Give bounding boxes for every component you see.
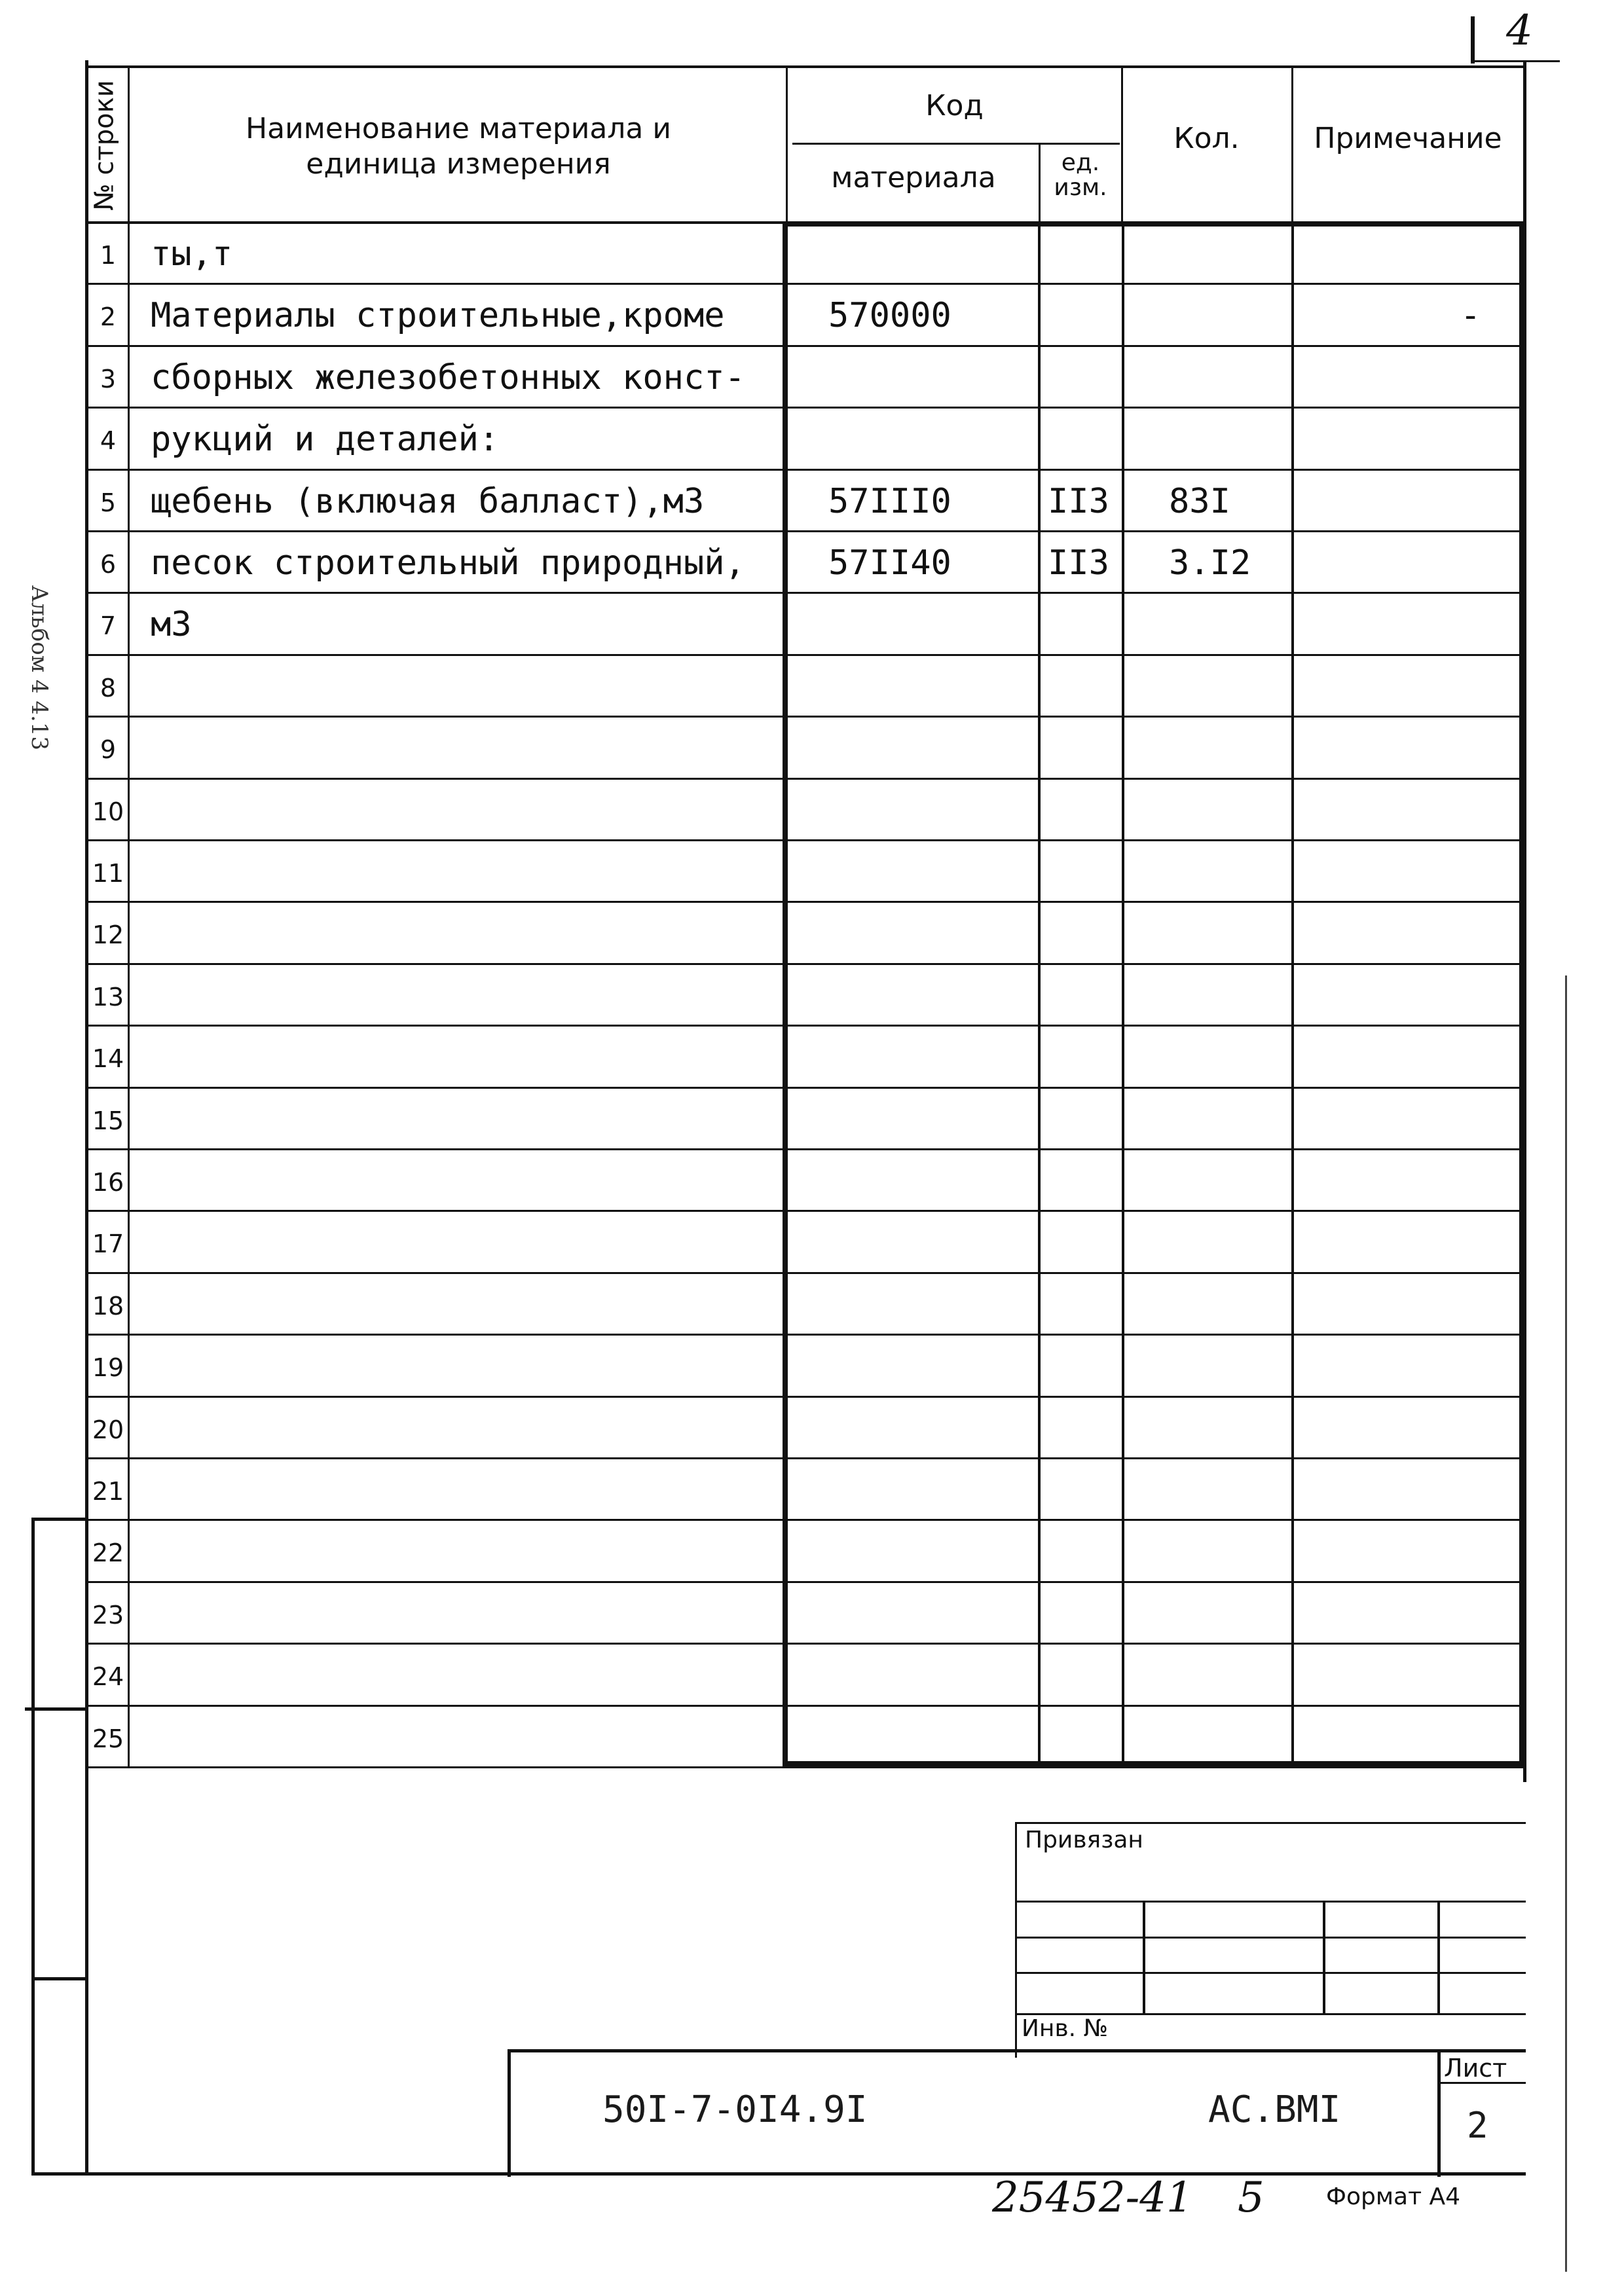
cell-unit: II3	[1048, 543, 1109, 583]
stamp-top-line	[1015, 1822, 1526, 1824]
row-number: 9	[100, 735, 117, 765]
row-divider	[85, 1519, 1524, 1521]
row-divider	[85, 1148, 1524, 1150]
row-number: 18	[92, 1291, 124, 1321]
stamp-sheet-no: 2	[1467, 2105, 1488, 2146]
title-block-top	[507, 2049, 1526, 2052]
row-divider	[85, 530, 1524, 532]
row-divider	[85, 592, 1524, 594]
row-divider	[85, 1457, 1524, 1459]
cell-code: 57III0	[828, 481, 951, 521]
header-bottom-line	[85, 221, 786, 224]
col-sep-unit	[1038, 223, 1041, 1764]
header-name: Наименование материала и единица измерения	[246, 112, 671, 181]
row-divider	[85, 469, 1524, 471]
stamp-designation: 50I-7-0I4.9I	[602, 2088, 868, 2131]
row-number: 25	[92, 1724, 124, 1753]
col-sep-note	[1291, 223, 1294, 1764]
row-number: 17	[92, 1230, 124, 1259]
stamp-vsep-3	[1437, 1901, 1440, 2013]
footer-handwritten-digit: 5	[1238, 2174, 1264, 2222]
cell-name: песок строительный природный,	[151, 543, 745, 583]
row-divider	[85, 963, 1524, 965]
row-divider	[85, 1581, 1524, 1583]
row-divider	[85, 1272, 1524, 1274]
row-divider	[85, 1705, 1524, 1707]
row-divider	[85, 839, 1524, 841]
row-divider	[85, 901, 1524, 903]
header-note: Примечание	[1314, 122, 1502, 155]
header-top-line	[85, 65, 1526, 68]
stamp-linked: Привязан	[1025, 1827, 1143, 1853]
binding-strip-top	[31, 1518, 87, 1521]
row-number: 4	[100, 426, 117, 456]
cell-name: щебень (включая балласт),м3	[151, 481, 705, 521]
stamp-doc-code: АС.ВМI	[1208, 2088, 1341, 2131]
stamp-left-line	[1015, 1822, 1017, 2058]
row-number: 6	[100, 550, 117, 579]
page-number-handwritten: 4	[1506, 7, 1533, 55]
row-number: 5	[100, 488, 117, 517]
row-divider	[85, 778, 1524, 780]
row-number: 10	[92, 797, 124, 826]
row-divider	[85, 1210, 1524, 1212]
row-number: 3	[100, 364, 117, 393]
header-code-material: материала	[831, 161, 996, 194]
row-number: 13	[92, 982, 124, 1011]
row-divider	[85, 1643, 1524, 1645]
stamp-line-3	[1015, 1972, 1526, 1974]
row-number: 14	[92, 1044, 124, 1074]
row-number: 2	[100, 302, 117, 332]
row-number: 7	[100, 611, 117, 641]
cell-code: 57II40	[828, 543, 951, 583]
cell-qty: 83I	[1169, 481, 1230, 521]
row-divider	[85, 1087, 1524, 1089]
col-sep-name-header	[786, 65, 788, 223]
binding-strip-bottom	[31, 2172, 87, 2176]
cell-name: ты,т	[151, 234, 233, 274]
col-sep-unit-header	[1039, 143, 1041, 223]
header-row-no-text: № строки	[89, 80, 120, 211]
row-number: 15	[92, 1106, 124, 1135]
header-code-unit: ед. изм.	[1054, 149, 1107, 201]
row-divider	[85, 407, 1524, 409]
col-sep-rownum	[128, 65, 130, 1768]
cell-name: сборных железобетонных конст-	[151, 357, 745, 397]
binding-strip-left	[31, 1519, 35, 2174]
row-number: 11	[92, 859, 124, 888]
row-divider	[85, 345, 1524, 347]
row-number: 24	[92, 1662, 124, 1692]
stamp-line-1	[1015, 1901, 1526, 1903]
col-sep-qty	[1122, 223, 1124, 1764]
stamp-sheet-label: Лист	[1444, 2054, 1507, 2083]
stamp-inv-no: Инв. №	[1022, 2015, 1109, 2042]
row-divider	[85, 1334, 1524, 1336]
row-divider	[85, 1025, 1524, 1027]
row-divider	[85, 283, 1524, 285]
row-divider	[85, 1396, 1524, 1398]
row-divider	[85, 716, 1524, 718]
title-block-left	[507, 2049, 511, 2177]
row-divider	[85, 654, 1524, 656]
crop-line	[1565, 975, 1567, 2272]
binding-strip-mid2	[31, 1977, 87, 1980]
row-number: 20	[92, 1415, 124, 1444]
corner-tick	[1471, 16, 1475, 64]
footer-format: Формат А4	[1326, 2183, 1461, 2210]
side-label: Альбом 4 4.13	[26, 585, 52, 751]
cell-note: -	[1460, 296, 1481, 336]
cell-name: м3	[151, 605, 192, 645]
row-number: 23	[92, 1600, 124, 1630]
header-row-no	[86, 72, 127, 219]
stamp-vsep-1	[1143, 1901, 1145, 2013]
row-number: 1	[100, 241, 117, 270]
row-number: 12	[92, 920, 124, 950]
cell-name: рукций и деталей:	[151, 420, 500, 460]
cell-code: 570000	[828, 296, 951, 336]
row-number: 16	[92, 1168, 124, 1197]
binding-strip-mid1	[25, 1707, 87, 1711]
header-code: Код	[925, 89, 984, 122]
row-divider	[85, 1766, 1524, 1768]
header-qty: Кол.	[1173, 122, 1240, 155]
footer-handwritten-number: 25452-41	[992, 2174, 1193, 2222]
code-subheader-line	[792, 143, 1120, 145]
cell-qty: 3.I2	[1169, 543, 1251, 583]
data-box	[783, 221, 1524, 1766]
title-block-sheet-sep	[1437, 2049, 1441, 2177]
stamp-line-2	[1015, 1937, 1526, 1939]
row-number: 8	[100, 673, 117, 702]
cell-unit: II3	[1048, 481, 1109, 521]
row-number: 19	[92, 1353, 124, 1383]
stamp-vsep-2	[1323, 1901, 1325, 2013]
row-number: 22	[92, 1539, 124, 1568]
row-number: 21	[92, 1477, 124, 1506]
cell-name: Материалы строительные,кроме	[151, 296, 725, 336]
